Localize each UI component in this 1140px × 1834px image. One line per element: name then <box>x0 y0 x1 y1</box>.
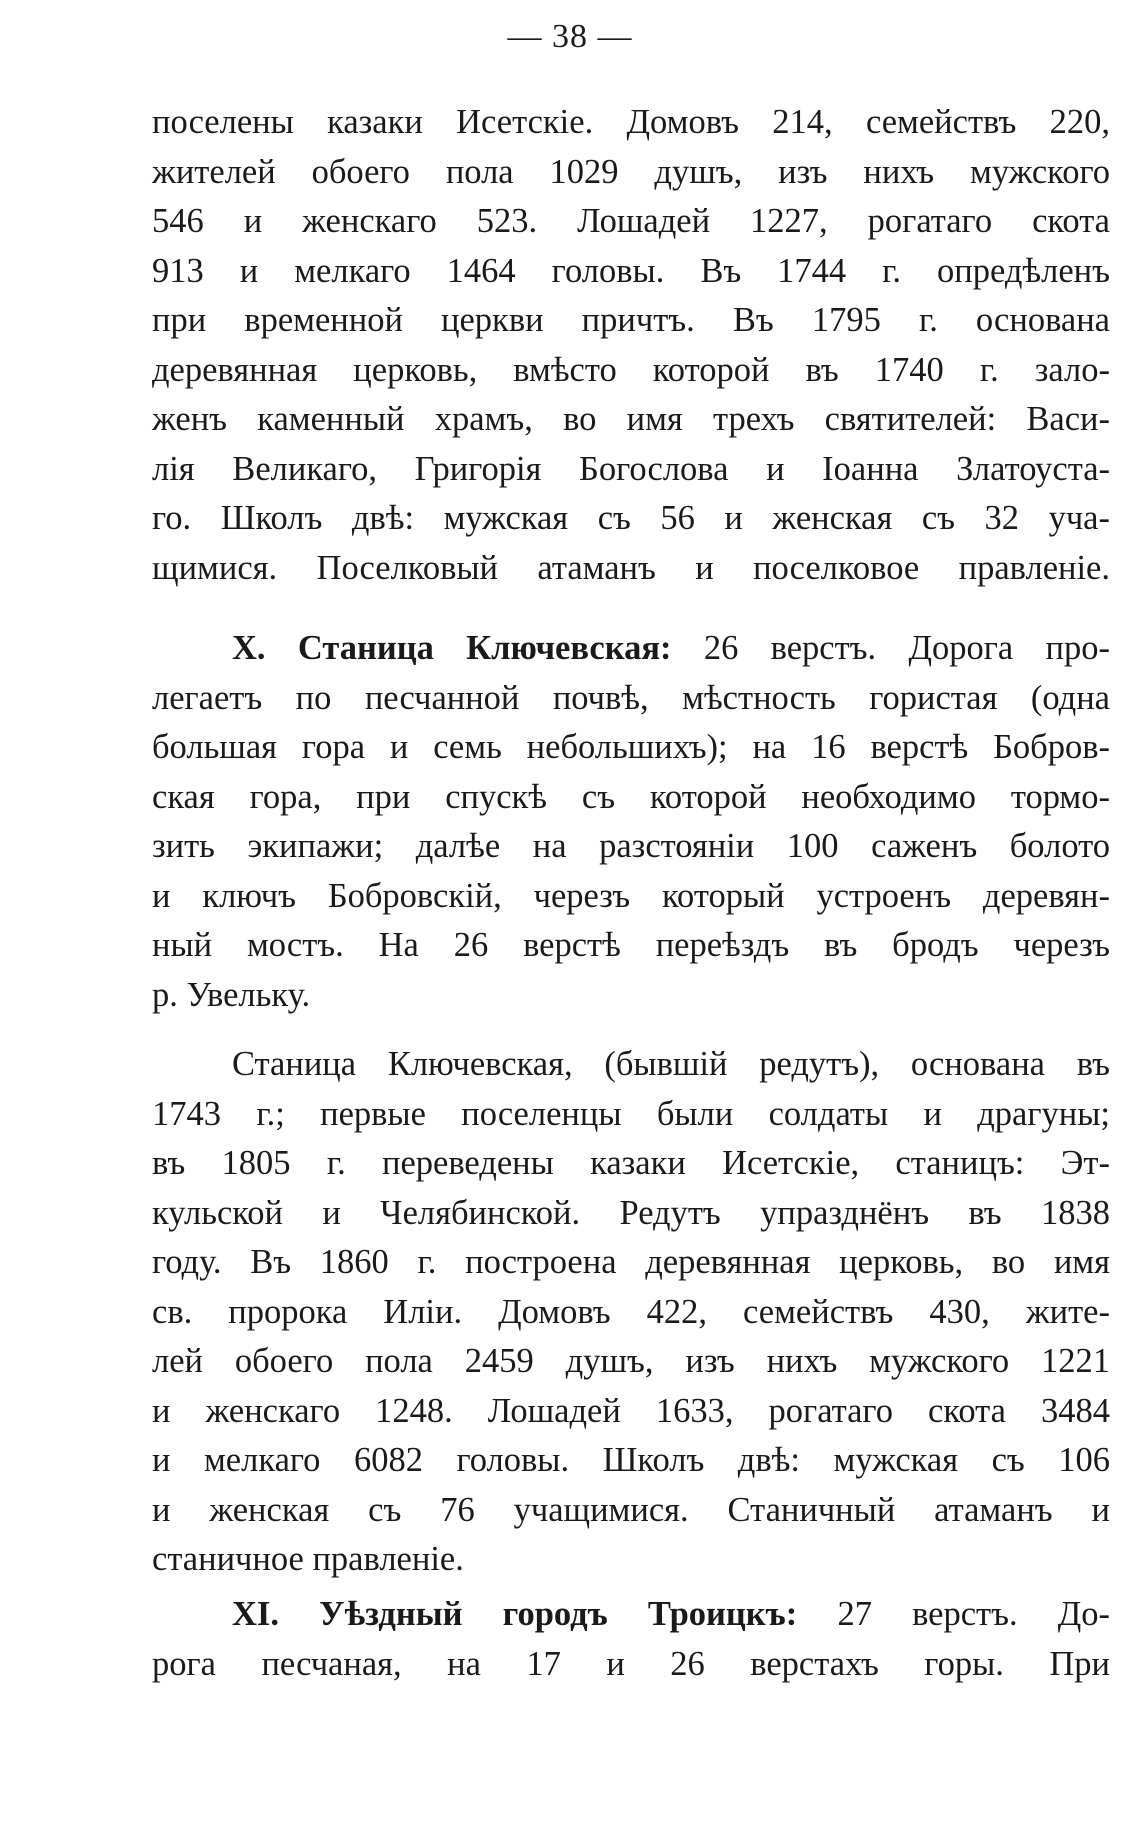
text-line: р. Увельку. <box>152 975 311 1014</box>
section-number: X. <box>232 629 266 667</box>
text-line: лія Великаго, Григорія Богослова и Іоанна Златоуста- <box>152 449 1110 488</box>
text-line: 1743 г.; первые поселенцы были солдаты и драгуны; <box>152 1094 1110 1133</box>
section-heading-rest: 27 верстъ. До- <box>837 1595 1111 1633</box>
section-number: XI. <box>232 1595 279 1633</box>
text-line: при временной церкви причтъ. Въ 1795 г. основана <box>152 301 1110 339</box>
text-line: женъ каменный храмъ, во имя трехъ святителей: Васи- <box>152 400 1110 438</box>
text-line: и женскаго 1248. Лошадей 1633, рогатаго скота 3484 <box>152 1391 1110 1430</box>
page-number: — 38 — <box>507 18 633 55</box>
text-line: и ключъ Бобровскій, черезъ который устроенъ деревян- <box>152 876 1110 915</box>
text-line: Станица Ключевская, (бывшій редутъ), основана въ <box>232 1045 1110 1083</box>
text-line: св. пророка Иліи. Домовъ 422, семействъ 430, жите- <box>152 1292 1110 1331</box>
text-line: легаетъ по песчанной почвѣ, мѣстность гористая (одна <box>152 678 1110 717</box>
text-line: и мелкаго 6082 головы. Школъ двѣ: мужская съ 106 <box>152 1441 1110 1479</box>
section-heading-rest: 26 верстъ. Дорога про- <box>703 629 1110 667</box>
section-title: Уѣздный городъ Троицкъ: <box>319 1595 798 1633</box>
paragraph-settlement-continuation <box>152 98 1110 593</box>
text-line: и женская съ 76 учащимися. Станичный атаманъ и <box>152 1490 1110 1529</box>
section-heading-line <box>152 624 1110 674</box>
text-line: станичное правленіе. <box>152 1540 464 1578</box>
text-line: 913 и мелкаго 1464 головы. Въ 1744 г. опредѣленъ <box>152 251 1110 290</box>
text-line: кульской и Челябинской. Редутъ упразднёнъ въ 1838 <box>152 1193 1110 1232</box>
section-heading-line <box>152 1590 1110 1640</box>
text-line: деревянная церковь, вмѣсто которой въ 1740 г. зало- <box>152 350 1110 389</box>
text-line: щимися. Поселковый атаманъ и поселковое правленіе. <box>152 548 1110 587</box>
text-line: 546 и женскаго 523. Лошадей 1227, рогатаго скота <box>152 202 1110 240</box>
text-line: поселены казаки Исетскіе. Домовъ 214, семействъ 220, <box>152 103 1110 141</box>
text-line: рога песчаная, на 17 и 26 верстахъ горы. При <box>152 1644 1110 1683</box>
section-title: Станица Ключевская: <box>297 629 672 667</box>
text-line: жителей обоего пола 1029 душъ, изъ нихъ мужского <box>152 152 1110 191</box>
text-line: ская гора, при спускѣ съ которой необходимо тормо- <box>152 777 1110 816</box>
text-line: зить экипажи; далѣе на разстояніи 100 саженъ болото <box>152 827 1110 865</box>
paragraph-stanitsa-history <box>152 1040 1110 1585</box>
text-line: ный мостъ. На 26 верстѣ переѣздъ въ бродъ черезъ <box>152 926 1110 964</box>
text-line: въ 1805 г. переведены казаки Исетскіе, станицъ: Эт- <box>152 1144 1110 1182</box>
text-line: го. Школъ двѣ: мужская съ 56 и женская съ 32 уча- <box>152 499 1110 537</box>
text-line: большая гора и семь небольшихъ); на 16 верстѣ Бобров- <box>152 728 1110 766</box>
text-line: лей обоего пола 2459 душъ, изъ нихъ мужского 1221 <box>152 1342 1110 1380</box>
section-xi-troitsk <box>152 1590 1110 1689</box>
section-x-stanitsa-klyuchevskaya <box>152 624 1110 1020</box>
text-line: году. Въ 1860 г. построена деревянная церковь, во имя <box>152 1243 1110 1281</box>
